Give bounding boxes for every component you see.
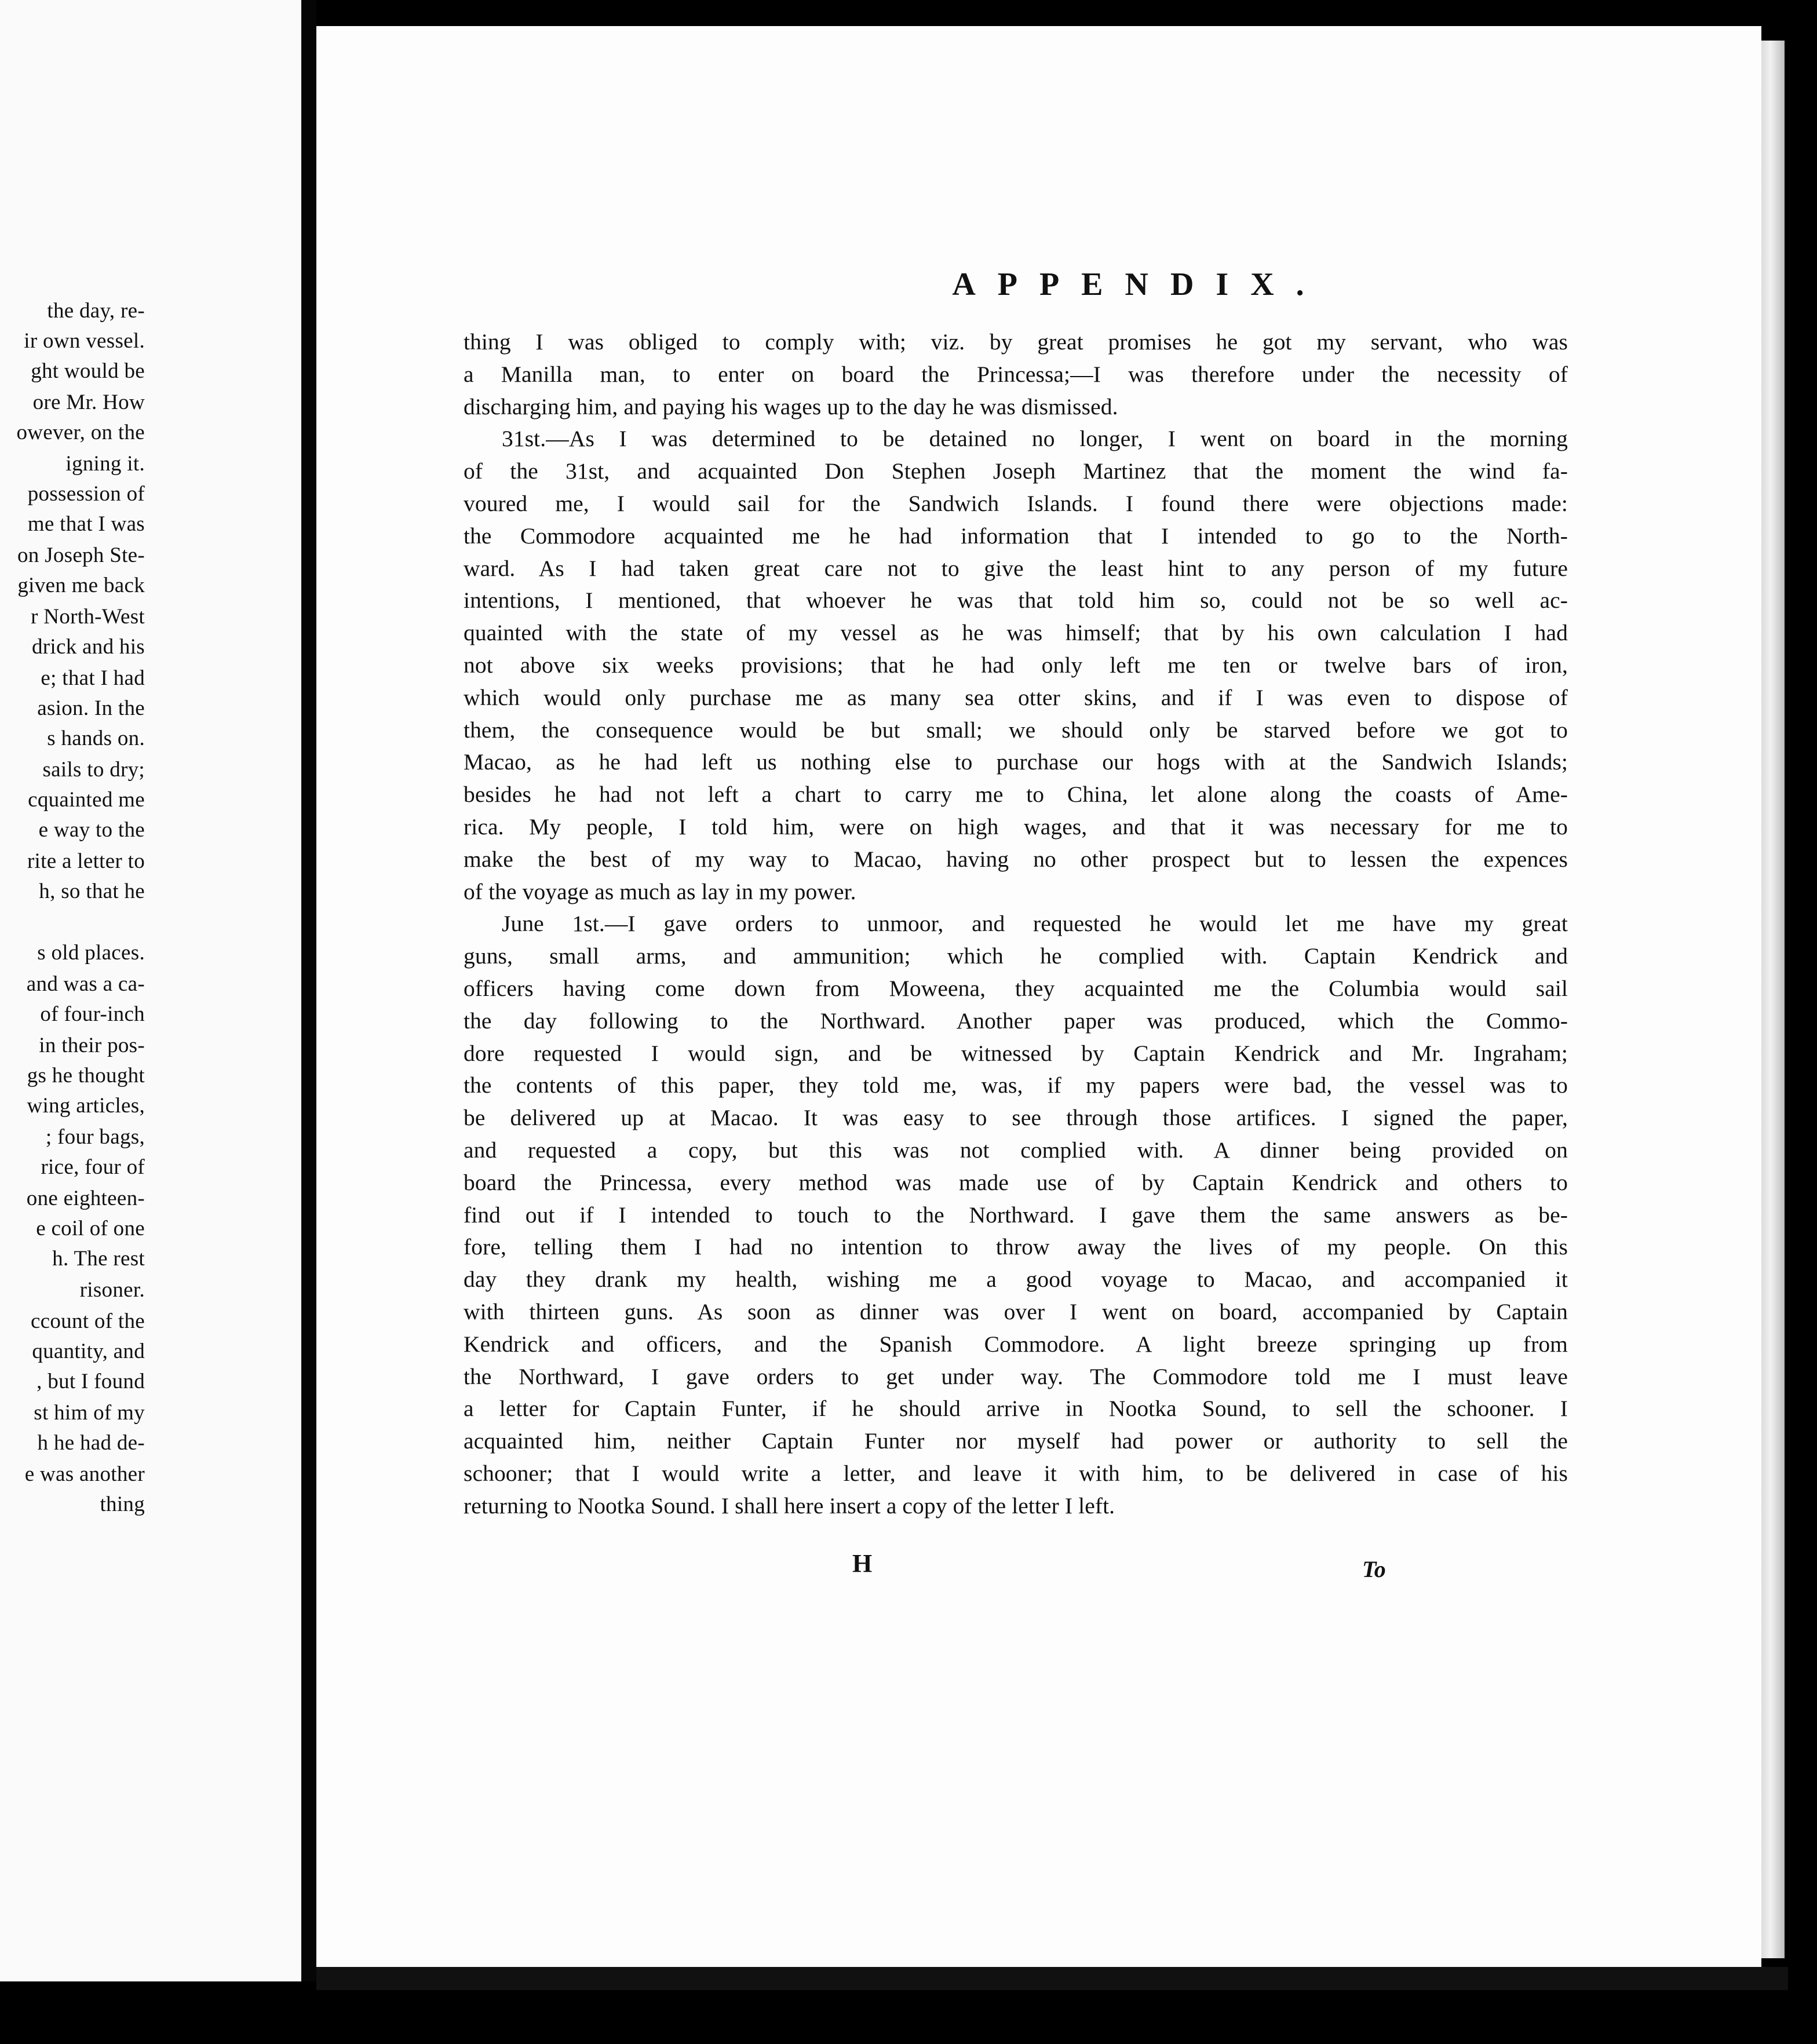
body-line: which would only purchase me as many sea otter skins, and if I was even to dispose of [464,684,1568,710]
left-page-line: h he had de- [37,1431,145,1455]
body-line: quainted with the state of my vessel as he was himself; that by his own calculation I had [464,620,1568,646]
left-page-line: me that I was [27,512,145,536]
body-line: guns, small arms, and ammunition; which he complied with. Captain Kendrick and [464,943,1568,969]
main-page [316,26,1761,1967]
body-line: discharging him, and paying his wages up to the day he was dismissed. [464,393,1118,419]
body-line: them, the consequence would be but small; we should only be starved before we got to [464,717,1568,743]
body-line: fore, telling them I had no intention to throw away the lives of my people. On this [464,1234,1568,1260]
body-line: the contents of this paper, they told me, was, if my papers were bad, the vessel was to [464,1072,1568,1098]
left-page-line: gs he thought [27,1064,145,1087]
body-line: ward. As I had taken great care not to give the least hint to any person of my future [464,555,1568,581]
body-line: the Commodore acquainted me he had information that I intended to go to the North- [464,523,1568,549]
body-line: acquainted him, neither Captain Funter nor myself had power or authority to sell the [464,1428,1568,1454]
left-page-line: in their pos- [39,1034,145,1057]
left-page-line: ght would be [31,359,145,383]
left-page-line: ir own vessel. [24,329,145,353]
left-page-line: rice, four of [41,1155,145,1179]
body-text [464,326,1568,1522]
left-page-line: given me back [17,574,145,597]
left-page-line: h, so that he [39,879,145,903]
left-page-line: r North-West [31,605,145,629]
left-page-line: sails to dry; [42,758,145,782]
body-line: thing I was obliged to comply with; viz. by great promises he got my servant, who was [464,329,1568,355]
left-page-line: owever, on the [16,421,145,444]
left-page-line: h. The rest [52,1247,145,1271]
body-line: day they drank my health, wishing me a good voyage to Macao, and accompanied it [464,1266,1568,1293]
body-line: make the best of my way to Macao, having no other prospect but to lessen the expences [464,846,1568,872]
body-line: 31st.—As I was determined to be detained no longer, I went on board in the morning [502,426,1568,452]
left-page-line: ore Mr. How [32,390,145,414]
left-page-line: the day, re- [47,299,145,323]
body-line: officers having come down from Moweena, they acquainted me the Columbia would sail [464,975,1568,1001]
left-page-line: igning it. [65,452,145,476]
body-line: find out if I intended to touch to the Northward. I gave them the same answers as be- [464,1202,1568,1228]
left-page-line: and was a ca- [26,972,145,996]
left-page-line: on Joseph Ste- [17,543,145,567]
left-page-line: s hands on. [47,727,145,750]
body-line: a Manilla man, to enter on board the Princessa;—I was therefore under the necessity of [464,361,1568,387]
body-line: not above six weeks provisions; that he had only left me ten or twelve bars of iron, [464,652,1568,678]
left-page-line: rite a letter to [27,849,145,873]
body-line: returning to Nootka Sound. I shall here insert a copy of the letter I left. [464,1492,1115,1519]
body-line: of the 31st, and acquainted Don Stephen Joseph Martinez that the moment the wind fa- [464,458,1568,484]
body-line: Kendrick and officers, and the Spanish Commodore. A light breeze springing up from [464,1331,1568,1357]
left-page-line: e way to the [38,818,145,842]
body-line: schooner; that I would write a letter, and leave it with him, to be delivered in case of his [464,1460,1568,1486]
body-line: a letter for Captain Funter, if he should arrive in Nootka Sound, to sell the schooner. I [464,1396,1568,1422]
left-page-line: e coil of one [36,1217,145,1240]
body-line: intentions, I mentioned, that whoever he was that told him so, could not be so well ac- [464,587,1568,614]
bottom-shadow [316,1967,1788,1990]
body-line: and requested a copy, but this was not complied with. A dinner being provided on [464,1137,1568,1163]
body-line: dore requested I would sign, and be witnessed by Captain Kendrick and Mr. Ingraham; [464,1040,1568,1066]
left-page-line: s old places. [37,941,145,965]
left-page-line: drick and his [31,635,145,659]
left-page-line: thing [100,1492,145,1516]
body-line: Macao, as he had left us nothing else to purchase our hogs with at the Sandwich Islands; [464,749,1568,775]
signature-mark: H [852,1549,873,1578]
left-facing-page [0,0,301,1981]
body-line: of the voyage as much as lay in my power. [464,878,856,904]
left-page-line: risoner. [79,1278,145,1302]
left-page-line: st him of my [34,1401,145,1425]
body-line: the Northward, I gave orders to get under way. The Commodore told me I must leave [464,1363,1568,1389]
body-line: voured me, I would sail for the Sandwich Islands. I found there were objections made: [464,490,1568,516]
body-line: with thirteen guns. As soon as dinner was over I went on board, accompanied by Captain [464,1298,1568,1324]
left-page-line: wing articles, [27,1094,145,1118]
catchword: To [1362,1556,1386,1582]
page-heading: APPENDIX. [952,267,1326,302]
body-line: besides he had not left a chart to carry me to China, let alone along the coasts of Ame- [464,782,1568,808]
left-page-line: asion. In the [37,696,145,720]
left-page-line: of four-inch [40,1002,145,1026]
body-line: board the Princessa, every method was made use of by Captain Kendrick and others to [464,1169,1568,1195]
left-page-line: e; that I had [41,666,145,690]
left-page-line: possession of [27,482,145,506]
body-line: rica. My people, I told him, were on high wages, and that it was necessary for me to [464,813,1568,840]
body-line: be delivered up at Macao. It was easy to see through those artifices. I signed the paper, [464,1105,1568,1131]
left-page-line: cquainted me [28,788,145,812]
left-page-line: e was another [24,1462,145,1486]
page-edge [1761,41,1785,1958]
book-gutter [301,0,316,1981]
body-line: June 1st.—I gave orders to unmoor, and requested he would let me have my great [502,911,1568,937]
left-page-line: , but I found [37,1370,145,1393]
left-page-line: ; four bags, [45,1125,145,1149]
left-page-line: ccount of the [30,1309,145,1333]
left-page-line: quantity, and [32,1339,145,1363]
left-page-line: one eighteen- [26,1187,145,1210]
body-line: the day following to the Northward. Another paper was produced, which the Commo- [464,1008,1568,1034]
